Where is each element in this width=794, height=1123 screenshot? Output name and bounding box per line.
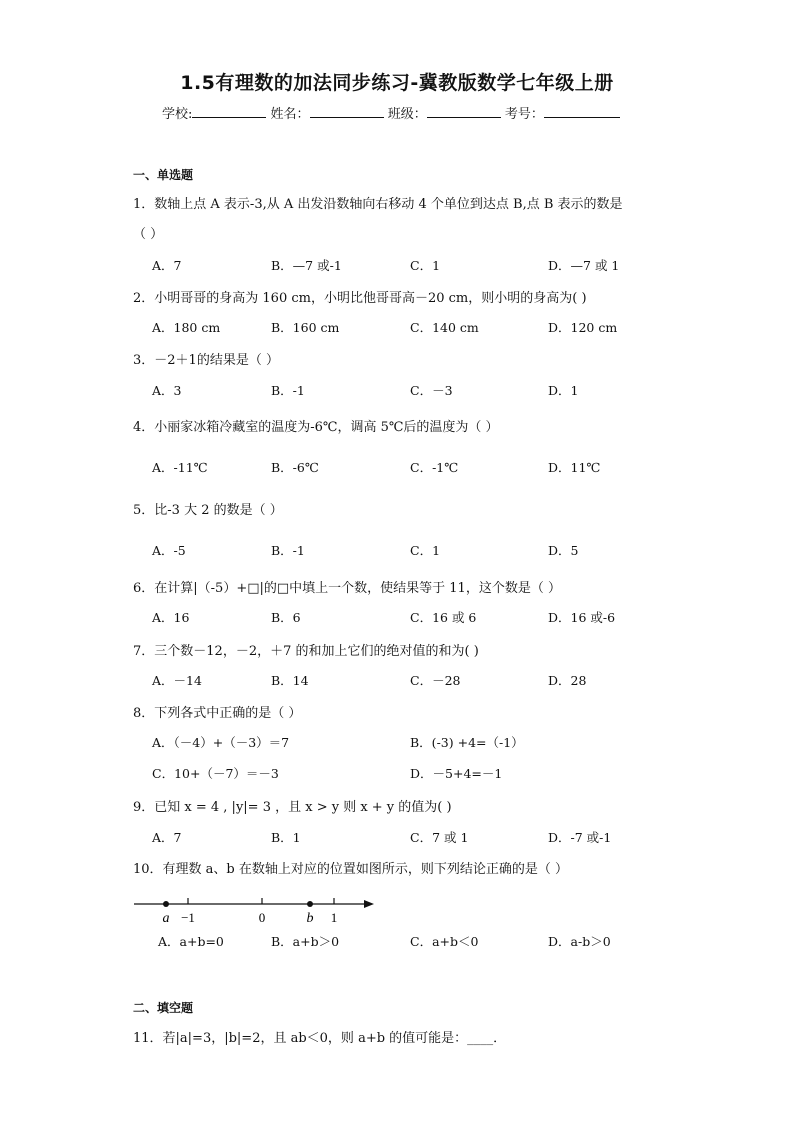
page-title: 1.5有理数的加法同步练习-冀教版数学七年级上册: [180, 72, 614, 94]
question-3-option-d[interactable]: D．1: [548, 383, 579, 398]
name-field[interactable]: [310, 104, 384, 118]
question-9-option-b[interactable]: B．1: [271, 830, 301, 845]
section-fill-blank: 二、填空题: [133, 1001, 194, 1015]
label-1: 1: [330, 910, 338, 925]
question-7-option-b[interactable]: B．14: [271, 673, 309, 688]
question-2-option-d[interactable]: D．120 cm: [548, 320, 618, 335]
question-1-option-c[interactable]: C．1: [410, 258, 441, 273]
question-11-stem: 11．若|a|=3，|b|=2，且 ab＜0，则 a+b 的值可能是：____．: [133, 1031, 507, 1046]
question-10-option-d[interactable]: D．a-b＞0: [548, 934, 611, 949]
question-1-option-d[interactable]: D．—7 或 1: [548, 258, 620, 273]
point-b: [307, 901, 313, 907]
question-9-option-c[interactable]: C．7 或 1: [410, 830, 469, 845]
question-4-stem: 4．小丽家冰箱冷藏室的温度为-6℃，调高 5℃后的温度为（ ）: [133, 420, 499, 435]
question-4-option-d[interactable]: D．11℃: [548, 460, 601, 475]
question-1-option-b[interactable]: B．—7 或-1: [271, 258, 342, 273]
question-10-stem: 10．有理数 a、b 在数轴上对应的位置如图所示，则下列结论正确的是（ ）: [133, 862, 569, 877]
question-1-stem-cont: （ ）: [133, 227, 164, 242]
question-4-option-c[interactable]: C．-1℃: [410, 460, 459, 475]
question-2-option-b[interactable]: B．160 cm: [271, 320, 340, 335]
question-10-option-a[interactable]: A．a+b=0: [158, 934, 224, 949]
question-5-stem: 5．比-3 大 2 的数是（ ）: [133, 503, 283, 518]
question-9-option-a[interactable]: A．7: [152, 830, 182, 845]
question-8-option-b[interactable]: B．(-3) +4=（-1）: [410, 735, 524, 750]
question-1-option-a[interactable]: A．7: [152, 258, 182, 273]
point-a: [163, 901, 169, 907]
class-field[interactable]: [427, 104, 501, 118]
question-7-option-d[interactable]: D．28: [548, 673, 587, 688]
question-2-option-c[interactable]: C．140 cm: [410, 320, 479, 335]
question-2-stem: 2．小明哥哥的身高为 160 cm，小明比他哥哥高－20 cm，则小明的身高为( ): [133, 291, 587, 306]
question-10-option-b[interactable]: B．a+b＞0: [271, 934, 340, 949]
question-5-option-b[interactable]: B．-1: [271, 543, 305, 558]
exam-no-label: 考号：: [504, 107, 544, 122]
label-b: b: [306, 911, 314, 926]
question-5-option-c[interactable]: C．1: [410, 543, 441, 558]
question-9-option-d[interactable]: D．-7 或-1: [548, 830, 612, 845]
question-6-option-d[interactable]: D．16 或-6: [548, 610, 616, 625]
question-4-option-b[interactable]: B．-6℃: [271, 460, 319, 475]
question-7-option-a[interactable]: A．－14: [152, 673, 202, 688]
label-neg1: −1: [181, 910, 195, 925]
question-8-option-d[interactable]: D．－5+4=－1: [410, 766, 503, 781]
school-label: 学校:: [162, 107, 193, 122]
question-6-stem: 6．在计算|（-5）+□|的□中填上一个数，使结果等于 11，这个数是（ ）: [133, 581, 561, 596]
class-label: 班级：: [387, 107, 427, 122]
school-field[interactable]: [192, 104, 266, 118]
name-label: 姓名：: [270, 107, 310, 122]
label-a: a: [162, 911, 170, 926]
question-5-option-a[interactable]: A．-5: [152, 543, 186, 558]
label-0: 0: [258, 910, 266, 925]
header-fields: [162, 103, 620, 122]
question-10-option-c[interactable]: C．a+b＜0: [410, 934, 479, 949]
number-line-arrow: [364, 900, 374, 908]
section-single-choice: 一、单选题: [133, 168, 194, 182]
question-8-option-c[interactable]: C．10+（－7）＝－3: [152, 766, 279, 781]
question-3-option-b[interactable]: B．-1: [271, 383, 305, 398]
question-2-option-a[interactable]: A．180 cm: [152, 320, 221, 335]
question-6-option-c[interactable]: C．16 或 6: [410, 610, 477, 625]
question-6-option-a[interactable]: A．16: [152, 610, 190, 625]
number-line-figure: [130, 888, 380, 928]
question-8-stem: 8．下列各式中正确的是（ ）: [133, 706, 302, 721]
question-9-stem: 9．已知 x = 4 , |y|= 3 ，且 x > y 则 x + y 的值为( ): [133, 800, 452, 815]
question-8-option-a[interactable]: A．（－4）+（－3）＝7: [152, 735, 290, 750]
question-7-option-c[interactable]: C．－28: [410, 673, 461, 688]
question-6-option-b[interactable]: B．6: [271, 610, 301, 625]
exam-no-field[interactable]: [544, 104, 620, 118]
question-3-option-a[interactable]: A．3: [152, 383, 182, 398]
question-5-option-d[interactable]: D．5: [548, 543, 579, 558]
question-3-option-c[interactable]: C．－3: [410, 383, 453, 398]
question-4-option-a[interactable]: A．-11℃: [152, 460, 208, 475]
question-1-stem: 1．数轴上点 A 表示-3,从 A 出发沿数轴向右移动 4 个单位到达点 B,点 B 表示的数是: [133, 197, 623, 212]
question-3-stem: 3．－2＋1的结果是（ ）: [133, 353, 279, 368]
question-7-stem: 7．三个数－12，－2，＋7 的和加上它们的绝对值的和为( ): [133, 644, 479, 659]
